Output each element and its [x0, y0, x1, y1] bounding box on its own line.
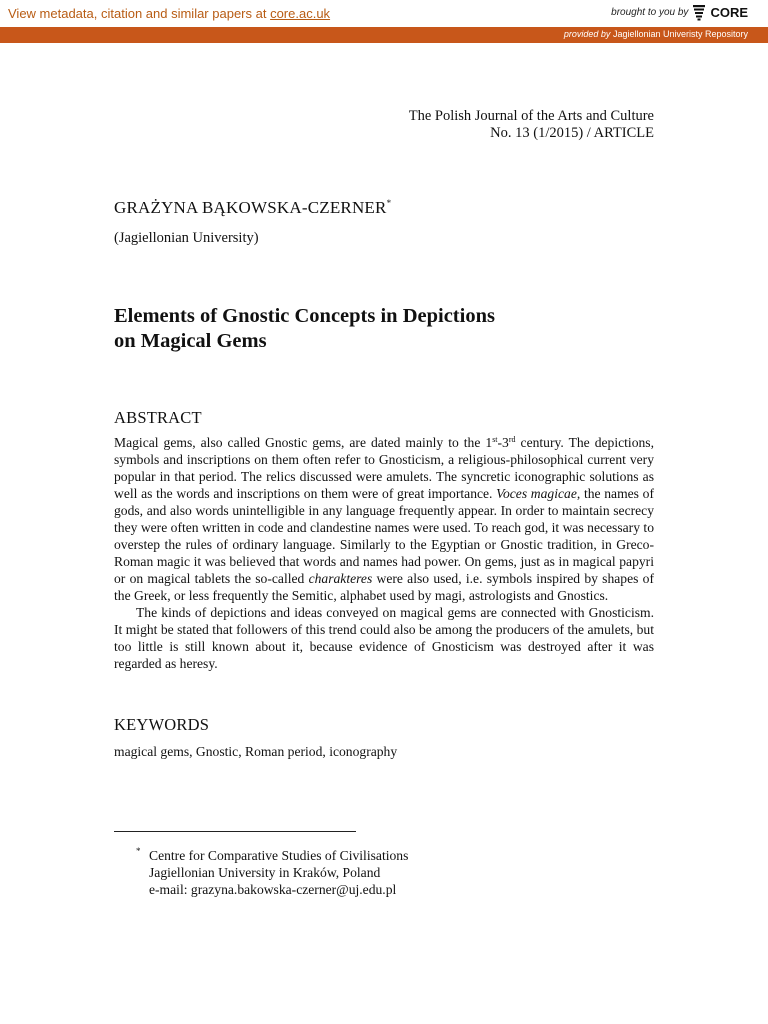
abstract-text: Magical gems, also called Gnostic gems, are dated mainly to the 1 — [114, 435, 493, 450]
abstract-heading: ABSTRACT — [114, 408, 202, 427]
author-affiliation: (Jagiellonian University) — [114, 230, 259, 246]
core-banner — [0, 0, 768, 28]
article-title — [114, 304, 654, 353]
footnote-mark: * — [136, 846, 141, 856]
footnote-rule — [114, 831, 356, 832]
journal-name: The Polish Journal of the Arts and Culture — [408, 108, 654, 124]
footnote-line-1: Centre for Comparative Studies of Civilisations — [149, 848, 409, 863]
abstract-paragraph-2: The kinds of depictions and ideas conveyed on magical gems are connected with Gnosticism. It might be stated that followers of this trend could also be among the producers of the amulets, but too little is still known about it, because evidence of Gnosticism was destroyed after it was regarded as heresy. — [114, 605, 654, 671]
superscript: rd — [508, 435, 516, 444]
footnote-line-2: Jagiellonian University in Kraków, Poland — [149, 865, 381, 880]
abstract-emphasis: charakteres — [308, 571, 373, 586]
core-logo-icon — [692, 3, 706, 21]
abstract-text: , the names of gods, and also words unintelligible in any language frequently appear. In order to maintain secrecy they were often written in code and clandestine names were used. To reach god, it was necessary to overstep the rules of ordinary language. Similarly to the Egyptian or Gnostic tradition, in Greco-Roman magic it was believed that words and names had power. On gems, just as in magical papyri or on magical tablets the so-called — [114, 486, 654, 586]
abstract-text: century. The depictions, symbols and inscriptions on them often refer to Gnosticism, a religious-philosophical current very popular in that period. The relics discussed were amulets. The syncretic iconographic solutions as well as the words and inscriptions on them were of great importance. — [114, 435, 654, 501]
abstract-paragraph-1 — [114, 434, 654, 604]
core-metadata-text: View metadata, citation and similar papers at — [8, 6, 271, 21]
core-link[interactable]: core.ac.uk — [270, 6, 331, 21]
title-line-2: on Magical Gems — [114, 329, 267, 352]
core-logo-text: CORE — [710, 4, 748, 20]
title-line-1: Elements of Gnostic Concepts in Depictions — [114, 305, 495, 327]
abstract-text: were also used, i.e. symbols inspired by shapes of the Greek, or less frequently the Semitic, alphabet used by magi, astrologists and Gnostics. — [114, 571, 654, 603]
abstract-body — [114, 434, 654, 672]
keywords-text: magical gems, Gnostic, Roman period, iconography — [114, 744, 398, 759]
core-metadata-notice — [8, 6, 330, 21]
brought-by-text: brought to you by — [611, 6, 689, 18]
author-line — [114, 198, 391, 218]
provided-by — [564, 29, 748, 39]
provided-by-source[interactable]: Jagiellonian Univeristy Repository — [612, 29, 748, 39]
footnote — [138, 847, 408, 898]
journal-issue: No. 13 (1/2015) / ARTICLE — [490, 125, 654, 141]
author-name: GRAŻYNA BĄKOWSKA-CZERNER — [114, 198, 387, 217]
core-provider-bar — [0, 27, 768, 43]
abstract-text: -3 — [497, 435, 509, 450]
keywords-heading: KEYWORDS — [114, 715, 210, 734]
abstract-emphasis: Voces magicae — [496, 486, 577, 501]
core-brought-by[interactable] — [611, 3, 748, 21]
journal-header — [409, 108, 654, 142]
footnote-email: e-mail: grazyna.bakowska-czerner@uj.edu.pl — [149, 882, 397, 897]
author-footnote-mark: * — [386, 198, 392, 208]
provided-by-label: provided by — [563, 29, 611, 39]
superscript: st — [492, 435, 498, 444]
